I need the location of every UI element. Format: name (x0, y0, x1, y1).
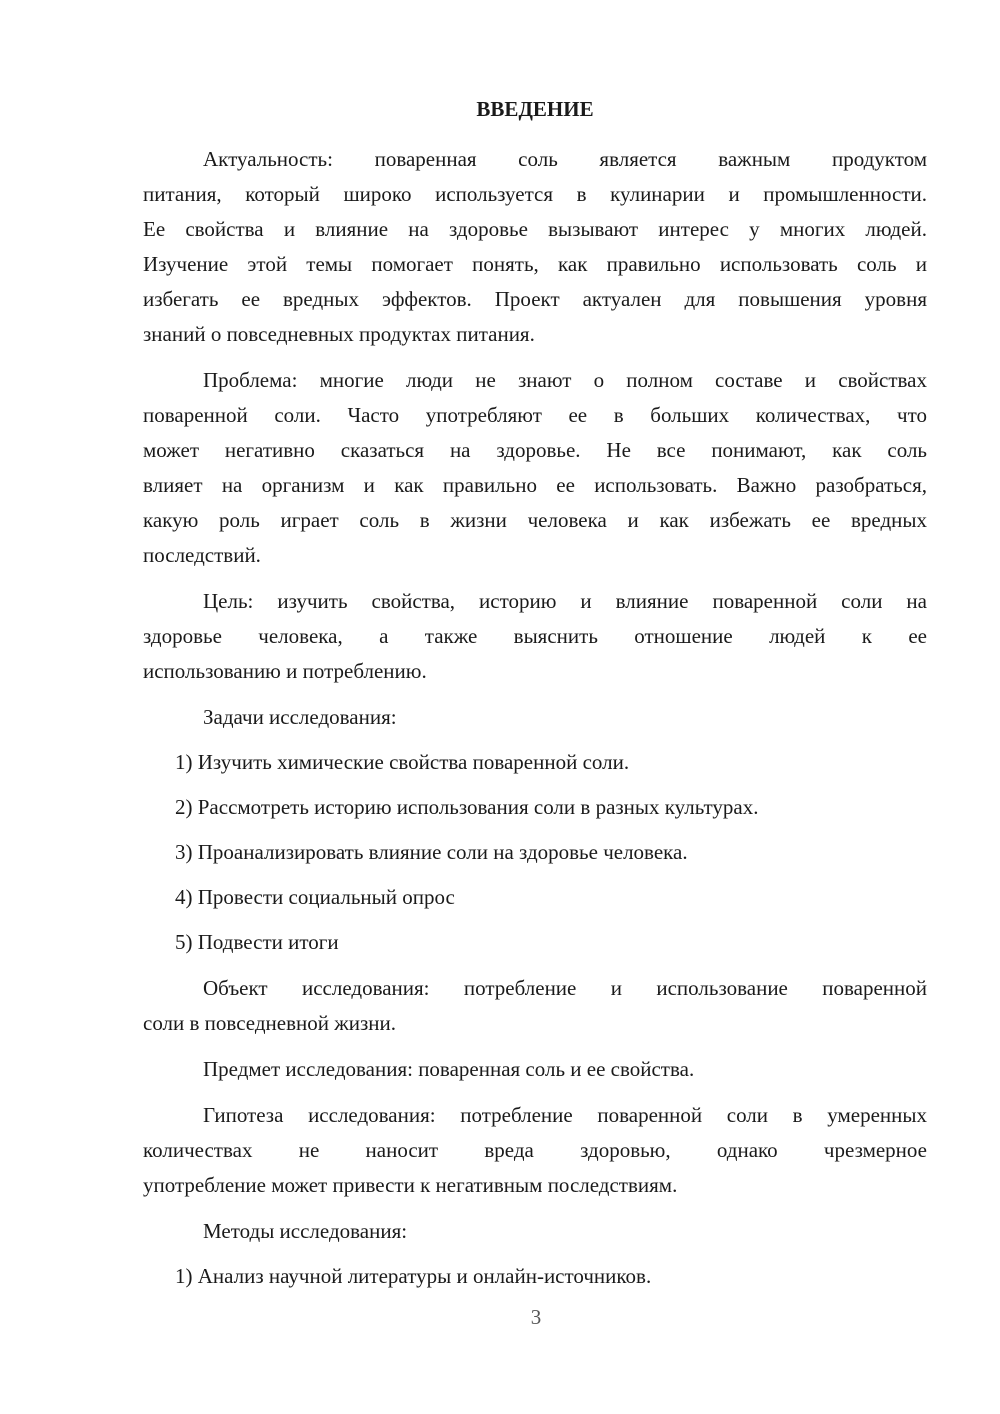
text-line: 1) Изучить химические свойства поваренной соли. (175, 750, 630, 774)
text-line: употребление может привести к негативным последствиям. (143, 1173, 678, 1197)
text-line: 3) Проанализировать влияние соли на здоровье человека. (175, 840, 688, 864)
text-line: Объект исследования: потребление и использование поваренной (203, 976, 927, 1000)
text-line: Гипотеза исследования: потребление поваренной соли в умеренных (203, 1103, 927, 1127)
paragraph (143, 1052, 927, 1087)
text-line: 4) Провести социальный опрос (175, 885, 455, 909)
text-line: соли в повседневной жизни. (143, 1011, 396, 1035)
text-line: Методы исследования: (203, 1219, 408, 1243)
text-line: здоровье человека, а также выяснить отношение людей к ее (143, 624, 927, 648)
list-item (143, 790, 927, 825)
page-number: 3 (530, 1305, 542, 1329)
text-line: 5) Подвести итоги (175, 930, 339, 954)
paragraph (143, 1214, 927, 1249)
text-line: Актуальность: поваренная соль является важным продуктом (203, 147, 927, 171)
text-line: питания, который широко используется в кулинарии и промышленности. (143, 182, 927, 206)
list-item (143, 1259, 927, 1294)
text-line: Задачи исследования: (203, 705, 397, 729)
text-line: количествах не наносит вреда здоровью, однако чрезмерное (143, 1138, 927, 1162)
paragraph (143, 971, 927, 1041)
text-line: Изучение этой темы помогает понять, как правильно использовать соль и (143, 252, 927, 276)
text-line: Предмет исследования: поваренная соль и ее свойства. (203, 1057, 695, 1081)
text-line: может негативно сказаться на здоровье. Не все понимают, как соль (143, 438, 927, 462)
text-line: последствий. (143, 543, 261, 567)
text-line: использованию и потреблению. (143, 659, 427, 683)
text-line: 1) Анализ научной литературы и онлайн-источников. (175, 1264, 652, 1288)
list-item (143, 835, 927, 870)
paragraph (143, 700, 927, 735)
paragraph (143, 1098, 927, 1203)
text-line: Цель: изучить свойства, историю и влияние поваренной соли на (203, 589, 927, 613)
text-line: 2) Рассмотреть историю использования соли в разных культурах. (175, 795, 759, 819)
section-title: ВВЕДЕНИЕ (476, 97, 594, 121)
text-line: знаний о повседневных продуктах питания. (143, 322, 535, 346)
list-item (143, 925, 927, 960)
paragraph (143, 584, 927, 689)
text-line: влияет на организм и как правильно ее использовать. Важно разобраться, (143, 473, 927, 497)
text-line: Ее свойства и влияние на здоровье вызывают интерес у многих людей. (143, 217, 927, 241)
document-body (143, 142, 927, 1294)
list-item (143, 880, 927, 915)
list-item (143, 745, 927, 780)
text-line: какую роль играет соль в жизни человека и как избежать ее вредных (143, 508, 927, 532)
document-page (143, 92, 927, 1294)
text-line: избегать ее вредных эффектов. Проект актуален для повышения уровня (143, 287, 927, 311)
paragraph (143, 363, 927, 573)
paragraph (143, 142, 927, 352)
text-line: поваренной соли. Часто употребляют ее в больших количествах, что (143, 403, 927, 427)
text-line: Проблема: многие люди не знают о полном составе и свойствах (203, 368, 927, 392)
